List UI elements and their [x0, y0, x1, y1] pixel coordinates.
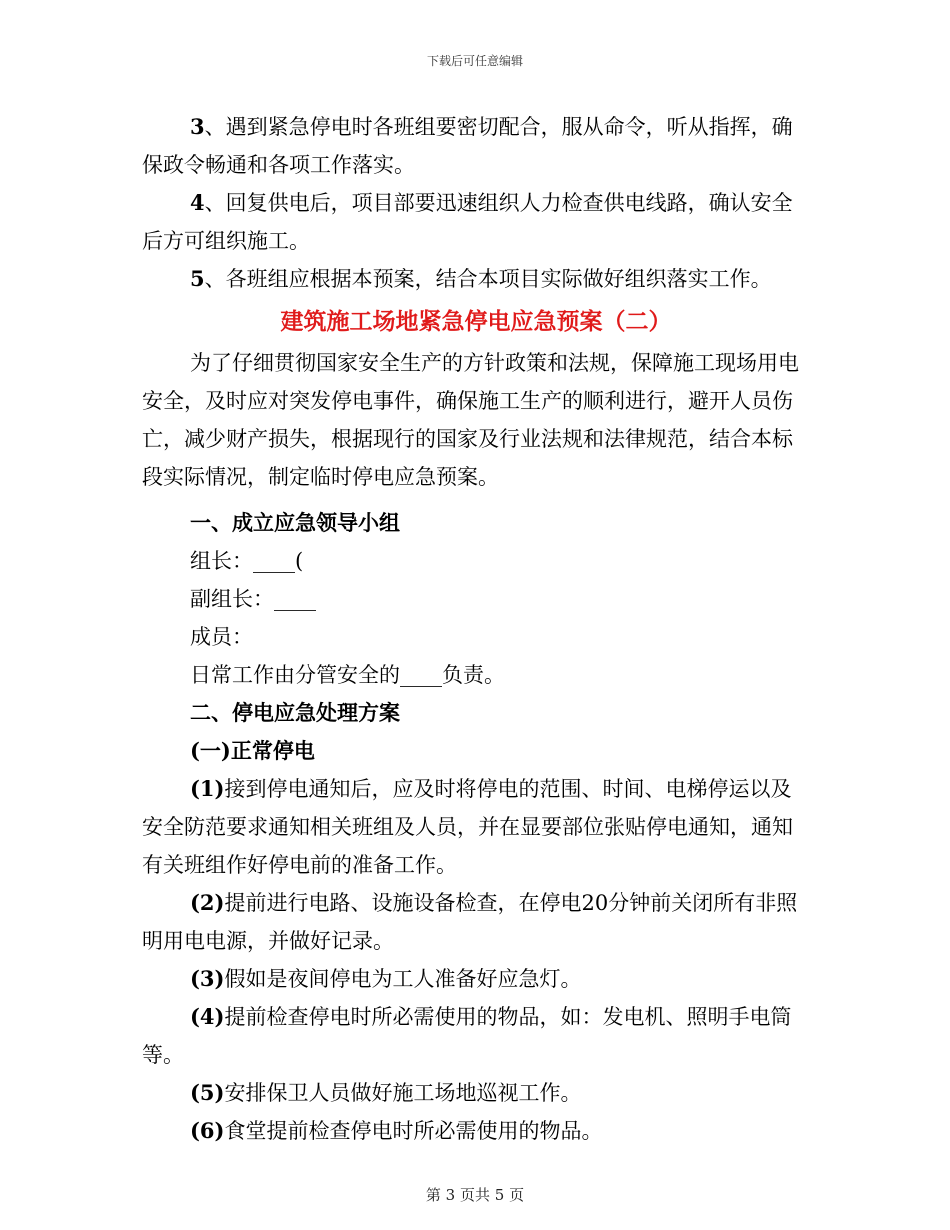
- list-item: [142, 1074, 810, 1112]
- item-text: 假如是夜间停电为工人准备好应急灯。: [224, 967, 582, 991]
- item-text: 安排保卫人员做好施工场地巡视工作。: [224, 1081, 582, 1105]
- deputy-leader-line: 副组长：____: [190, 587, 316, 611]
- item-number: (1): [190, 776, 225, 801]
- page-header: 下载后可任意编辑: [426, 54, 523, 68]
- intro-paragraph: 为了仔细贯彻国家安全生产的方针政策和法规，保障施工现场用电安全，及时应对突发停电事件，确保施工生产的顺利进行，避开人员伤亡，减少财产损失，根据现行的国家及行业法规和法律规范，结合本标段实际情况，制定临时停电应急预案。: [142, 351, 799, 489]
- list-item: [142, 998, 810, 1074]
- daily-work-line: 日常工作由分管安全的____负责。: [190, 663, 505, 687]
- members-line: 成员：: [190, 625, 253, 649]
- item-text: 、各班组应根据本预案，结合本项目实际做好组织落实工作。: [204, 267, 772, 291]
- item-number: (4): [190, 1004, 225, 1029]
- list-item: [142, 960, 810, 998]
- item-number: (3): [190, 966, 225, 991]
- item-number: (5): [190, 1080, 225, 1105]
- list-item: [142, 884, 810, 960]
- leader-line: 组长：____(: [190, 549, 304, 573]
- list-item: [142, 260, 810, 298]
- page-footer: 第 3 页共 5 页: [425, 1186, 525, 1204]
- item-text: 、遇到紧急停电时各班组要密切配合，服从命令，听从指挥，确保政令畅通和各项工作落实。: [142, 115, 793, 177]
- subheading-normal-outage: (一)正常停电: [190, 738, 315, 763]
- item-number: (2): [190, 890, 225, 915]
- item-number: 4: [190, 190, 205, 215]
- heading-leadership-group: 一、成立应急领导小组: [190, 510, 400, 535]
- item-text: 提前进行电路、设施设备检查，在停电20分钟前关闭所有非照明用电电源，并做好记录。: [142, 891, 798, 953]
- item-text: 食堂提前检查停电时所必需使用的物品。: [224, 1119, 603, 1143]
- item-text: 提前检查停电时所必需使用的物品，如：发电机、照明手电筒等。: [142, 1005, 792, 1067]
- item-number: (6): [190, 1118, 225, 1143]
- list-item: [142, 184, 810, 260]
- item-number: 5: [190, 266, 205, 291]
- list-item: [142, 1112, 810, 1150]
- item-text: 接到停电通知后，应及时将停电的范围、时间、电梯停运以及安全防范要求通知相关班组及人员，并在显要部位张贴停电通知，通知有关班组作好停电前的准备工作。: [142, 777, 793, 877]
- section-title: 建筑施工场地紧急停电应急预案（二）: [280, 308, 672, 335]
- document-body: [142, 108, 810, 1150]
- item-text: 、回复供电后，项目部要迅速组织人力检查供电线路，确认安全后方可组织施工。: [142, 191, 793, 253]
- heading-outage-plan: 二、停电应急处理方案: [190, 700, 400, 725]
- item-number: 3: [190, 114, 205, 139]
- list-item: [142, 108, 810, 184]
- list-item: [142, 770, 810, 884]
